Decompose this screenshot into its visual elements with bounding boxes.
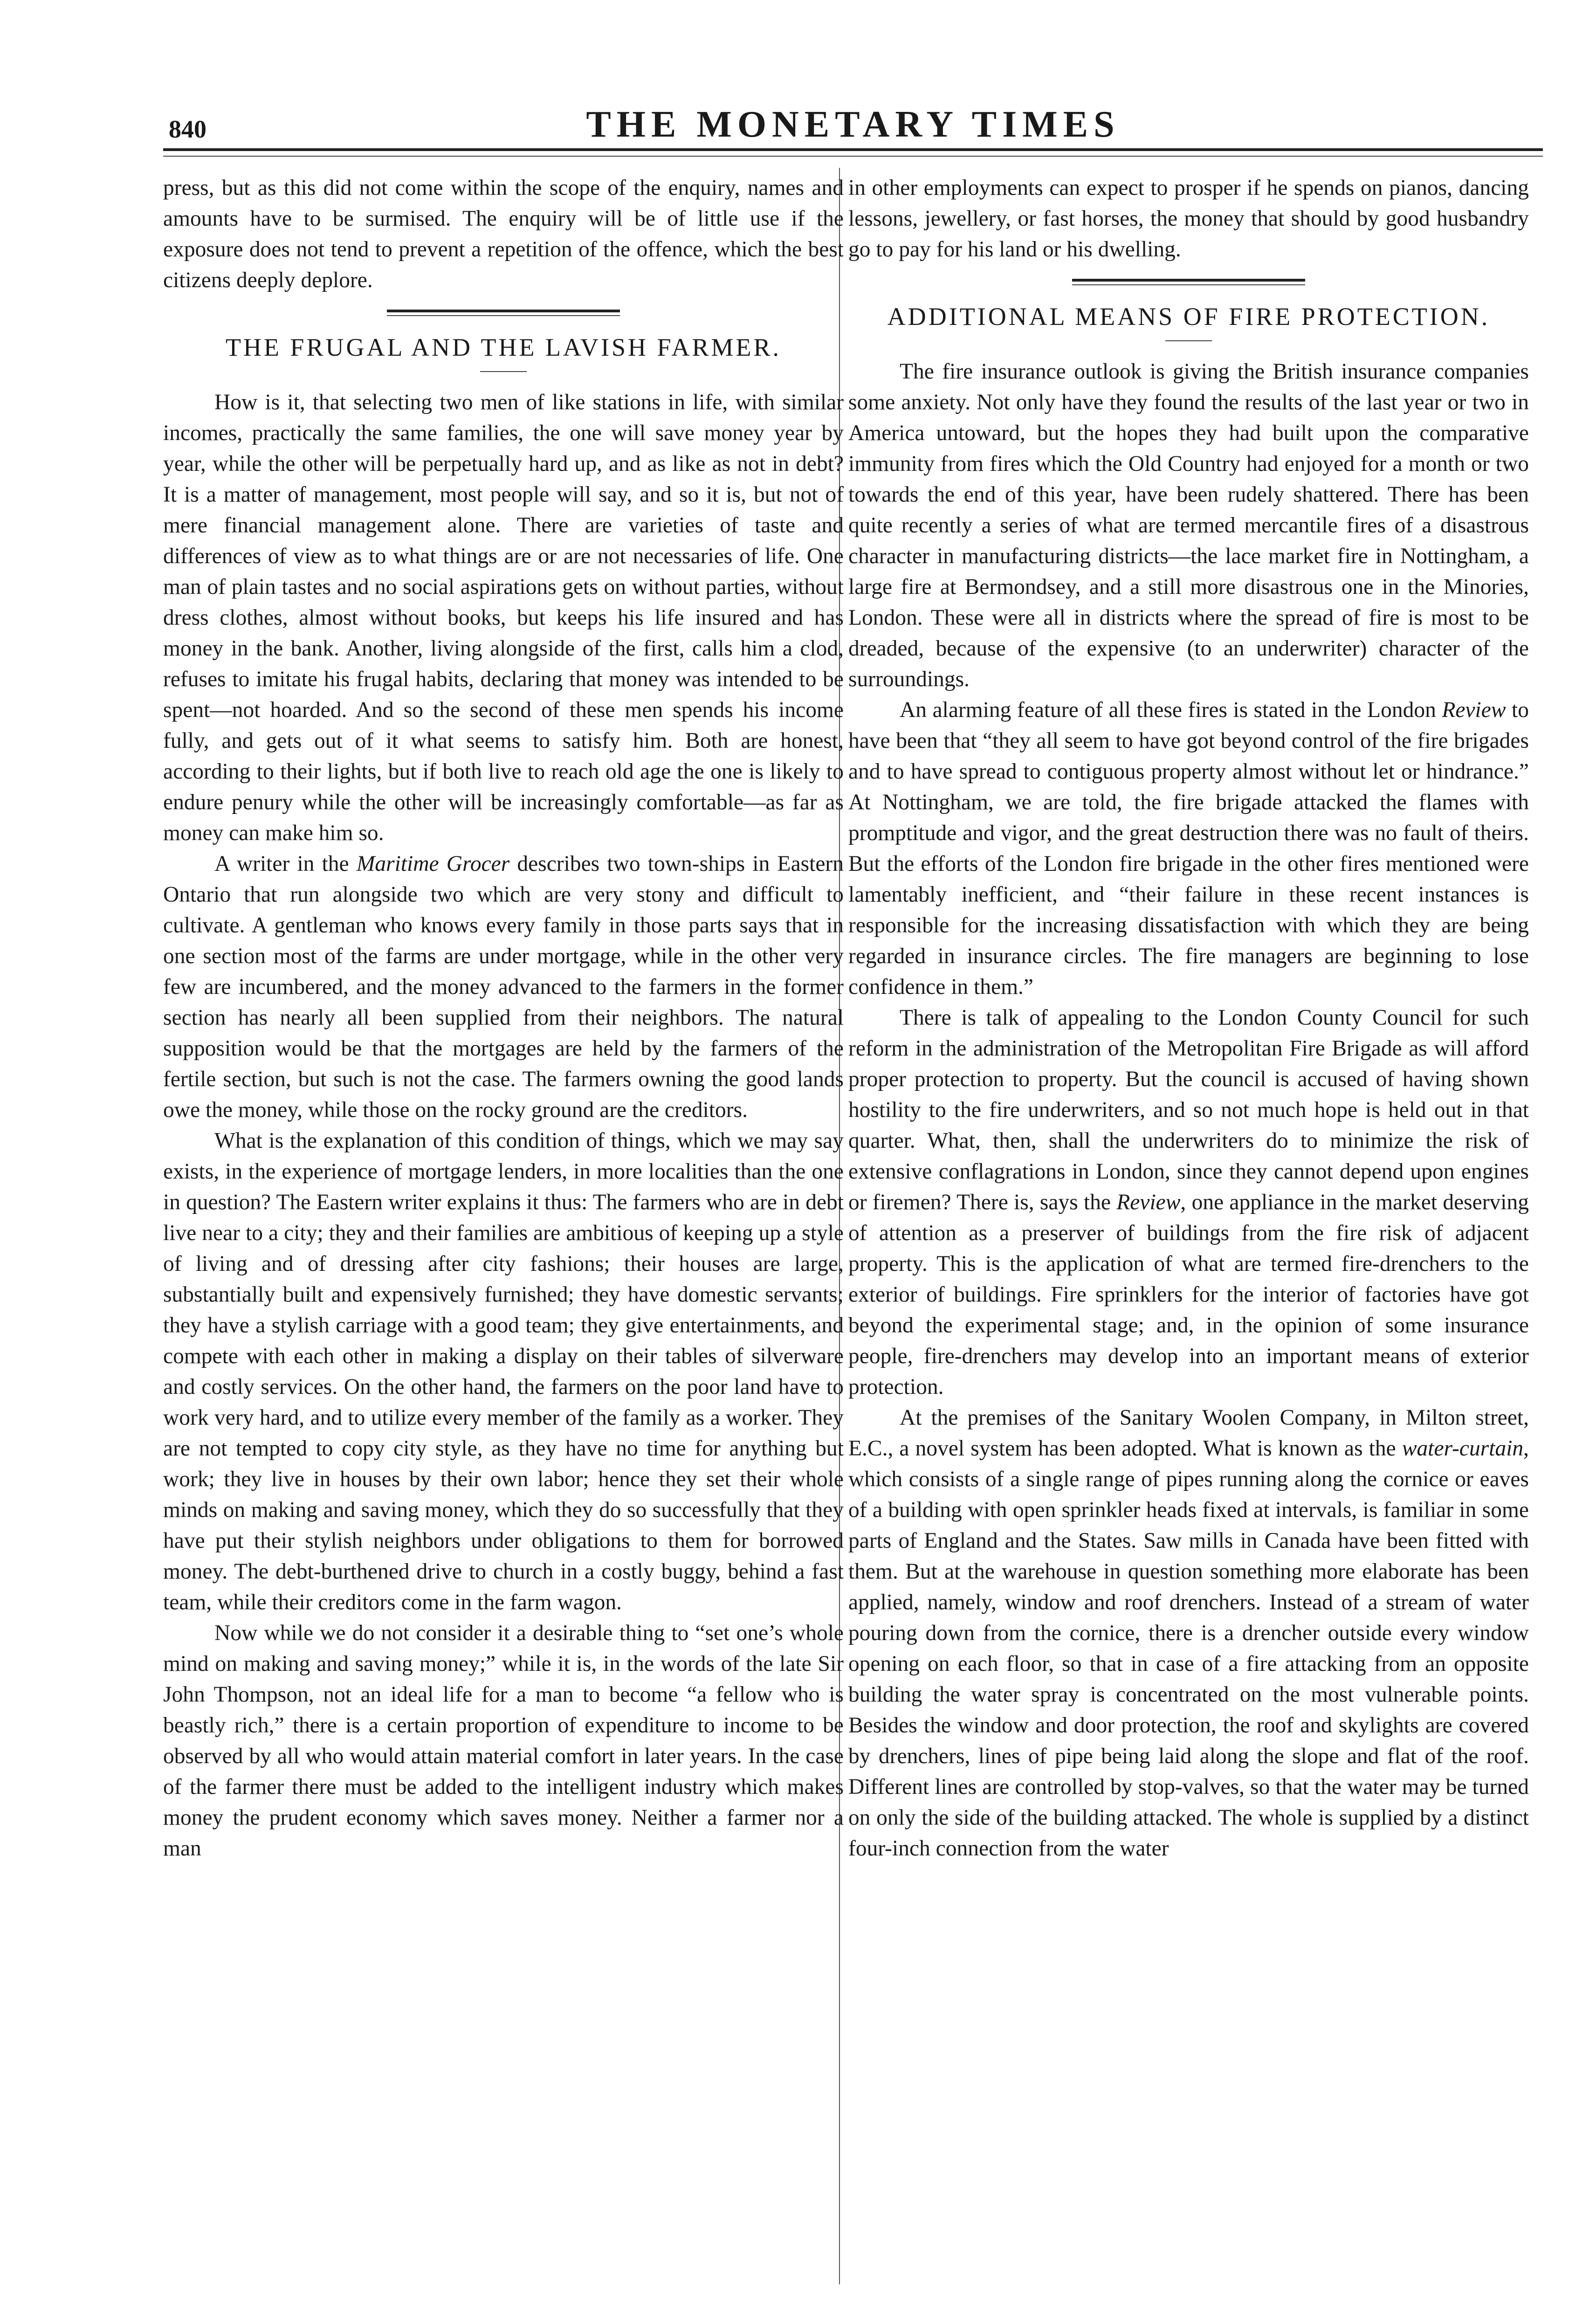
article-title-frugal-farmer: THE FRUGAL AND THE LAVISH FARMER.: [225, 333, 782, 361]
paragraph-text: ships in Eastern Ontario that run alongside two which are very stony and difficult to cultivate. A gentleman who knows every family in those parts says that in one section most of the farms are under mortgage, while in the other very few are incumbered, and the money advanced to the farmers in the former section has nearly all been supplied from their neighbors. The natural supposition would be that the mortgages are held by the farmers of the fertile section, but such is not the case. The farmers owning the good lands owe the money, while those on the rocky ground are the creditors.: [163, 852, 844, 1122]
title-underline: [480, 371, 527, 372]
continuation-paragraph: press, but as this did not come within the scope of the enquiry, names and amounts have to be surmised. The enquiry will be of little use if the exposure does not tend to prevent a repetition of the offence, which the best citizens deeply deplore.: [163, 176, 844, 292]
left-column: [163, 172, 844, 1864]
paragraph-text: to have been that “they all seem to have got beyond control of the fire brigades and to have spread to contiguous property almost without let or hindrance.” At Nottingham, we are told, the fire brigade attacked the flames with promptitude and vigor, and the great destruction there was no fault of theirs. But the efforts of the London fire brigade in the other fires mentioned were lamentably inefficient, and “their failure in these recent instances is responsible for the increasing dissatisfaction with which they are being regarded in insurance circles. The fire managers are beginning to lose confidence in them.”: [848, 698, 1529, 999]
publication-name: Maritime Grocer: [356, 852, 510, 876]
article-paragraph: How is it, that selecting two men of like stations in life, with similar incomes, practically the same families, the one will save money year by year, while the other will be perpetually hard up, and as like as not in debt? It is a matter of management, most people will say, and so it is, but not of mere financial management alone. There are varieties of taste and differences of view as to what things are or are not necessaries of life. One man of plain tastes and no social aspirations gets on without parties, without dress clothes, almost without books, but keeps his life insured and has money in the bank. Another, living alongside of the first, calls him a clod, refuses to imitate his frugal habits, declaring that money was intended to be spent—not hoarded. And so the second of these men spends his income fully, and gets out of it what seems to satisfy him. Both are honest, according to their lights, but if both live to reach old age the one is likely to endure penury while the other will be increasingly comfortable—as far as money can make him so.: [163, 390, 844, 845]
defined-term: water-curtain: [1402, 1436, 1524, 1461]
paragraph-text: describes two town-: [517, 852, 700, 876]
masthead-rule-thin: [163, 156, 1543, 157]
article-paragraph: [848, 1402, 1529, 1864]
masthead-rule-thick: [163, 148, 1543, 151]
continuation-paragraph: in other employments can expect to prosper if he spends on pianos, dancing lessons, jewellery, or fast horses, the money that should by good husbandry go to pay for his land or his dwelling.: [848, 176, 1529, 262]
article-paragraph: What is the explanation of this condition of things, which we may say exists, in the experience of mortgage lenders, in more localities than the one in question? The Eastern writer explains it thus: The farmers who are in debt live near to a city; they and their families are ambitious of keeping up a style of living and of dressing after city fashions; their houses are large, substantially built and expensively furnished; they have domestic servants; they have a stylish carriage with a good team; they give entertainments, and compete with each other in making a display on their tables of silverware and costly services. On the other hand, the farmers on the poor land have to work very hard, and to utilize every member of the family as a worker. They are not tempted to copy city style, as they have no time for anything but work; they live in houses by their own labor; hence they set their whole minds on making and saving money, which they do so successfully that they have put their stylish neighbors under obligations to them for borrowed money. The debt-burthened drive to church in a costly buggy, behind a fast team, while their creditors come in the farm wagon.: [163, 1129, 844, 1614]
article-paragraph: The fire insurance outlook is giving the British insurance companies some anxiety. Not only have they found the results of the last year or two in America untoward, but the hopes they had built upon the comparative immunity from fires which the Old Country had enjoyed for a month or two towards the end of this year, have been rudely shattered. There has been quite recently a series of what are termed mercantile fires of a disastrous character in manufacturing districts—the lace market fire in Nottingham, a large fire at Bermondsey, and a still more disastrous one in the Minories, London. These were all in districts where the spread of fire is most to be dreaded, because of the expensive (to an underwriter) character of the surroundings.: [848, 359, 1529, 691]
masthead-title: THE MONETARY TIMES: [586, 104, 1120, 145]
paragraph-text: , one appliance in the market deserving of attention as a preserver of buildings from the fire risk of adjacent property. This is the application of what are termed fire-drenchers to the exterior of buildings. Fire sprinklers for the interior of factories have got beyond the experimental stage; and, in the opinion of some insurance people, fire-drenchers may develop into an important means of exterior protection.: [848, 1190, 1529, 1399]
right-column: [848, 172, 1529, 1864]
page-number: 840: [169, 115, 206, 143]
paragraph-text: At the premises of the Sanitary Woolen Company, in Milton street, E.C., a novel system has been adopted. What is known as the: [848, 1406, 1529, 1461]
publication-name: Review: [1116, 1190, 1181, 1214]
publication-name: Review: [1442, 698, 1506, 722]
title-underline: [1165, 340, 1212, 341]
article-separator: [387, 310, 620, 316]
article-title-fire-protection: ADDITIONAL MEANS OF FIRE PROTECTION.: [887, 303, 1490, 331]
article-separator: [1072, 279, 1305, 285]
paragraph-text: There is talk of appealing to the London County Council for such reform in the administration of the Metropolitan Fire Brigade as will afford proper protection to property. But the council is accused of having shown hostility to the fire underwriters, and so not much hope is held out in that quarter. What, then, shall the underwriters do to minimize the risk of extensive conflagrations in London, since they cannot depend upon engines or firemen? There is, says the: [848, 1006, 1529, 1214]
paragraph-text: , which consists of a single range of pipes running along the cornice or eaves of a building with open sprinkler heads fixed at intervals, is familiar in some parts of England and the States. Saw mills in Canada have been fitted with them. But at the warehouse in question something more elaborate has been applied, namely, window and roof drenchers. Instead of a stream of water pouring down from the cornice, there is a drencher outside every window opening on each floor, so that in case of a fire attacking from an opposite building the water spray is concentrated on the most vulnerable points. Besides the window and door protection, the roof and skylights are covered by drenchers, lines of pipe being laid along the slope and flat of the roof. Different lines are controlled by stop-valves, so that the water may be turned on only the side of the building attacked. The whole is supplied by a distinct four-inch connection from the water: [848, 1436, 1529, 1861]
paragraph-text: A writer in the: [214, 852, 349, 876]
article-paragraph: [848, 695, 1529, 1002]
article-paragraph: [163, 848, 844, 1125]
article-paragraph: Now while we do not consider it a desirable thing to “set one’s whole mind on making and saving money;” while it is, in the words of the late Sir John Thompson, not an ideal life for a man to become “a fellow who is beastly rich,” there is a certain proportion of expenditure to income to be observed by all who would attain material comfort in later years. In the case of the farmer there must be added to the intelligent industry which makes money the prudent economy which saves money. Neither a farmer nor a man: [163, 1621, 844, 1861]
paragraph-text: An alarming feature of all these fires is stated in the London: [900, 698, 1436, 722]
article-paragraph: [848, 1002, 1529, 1402]
